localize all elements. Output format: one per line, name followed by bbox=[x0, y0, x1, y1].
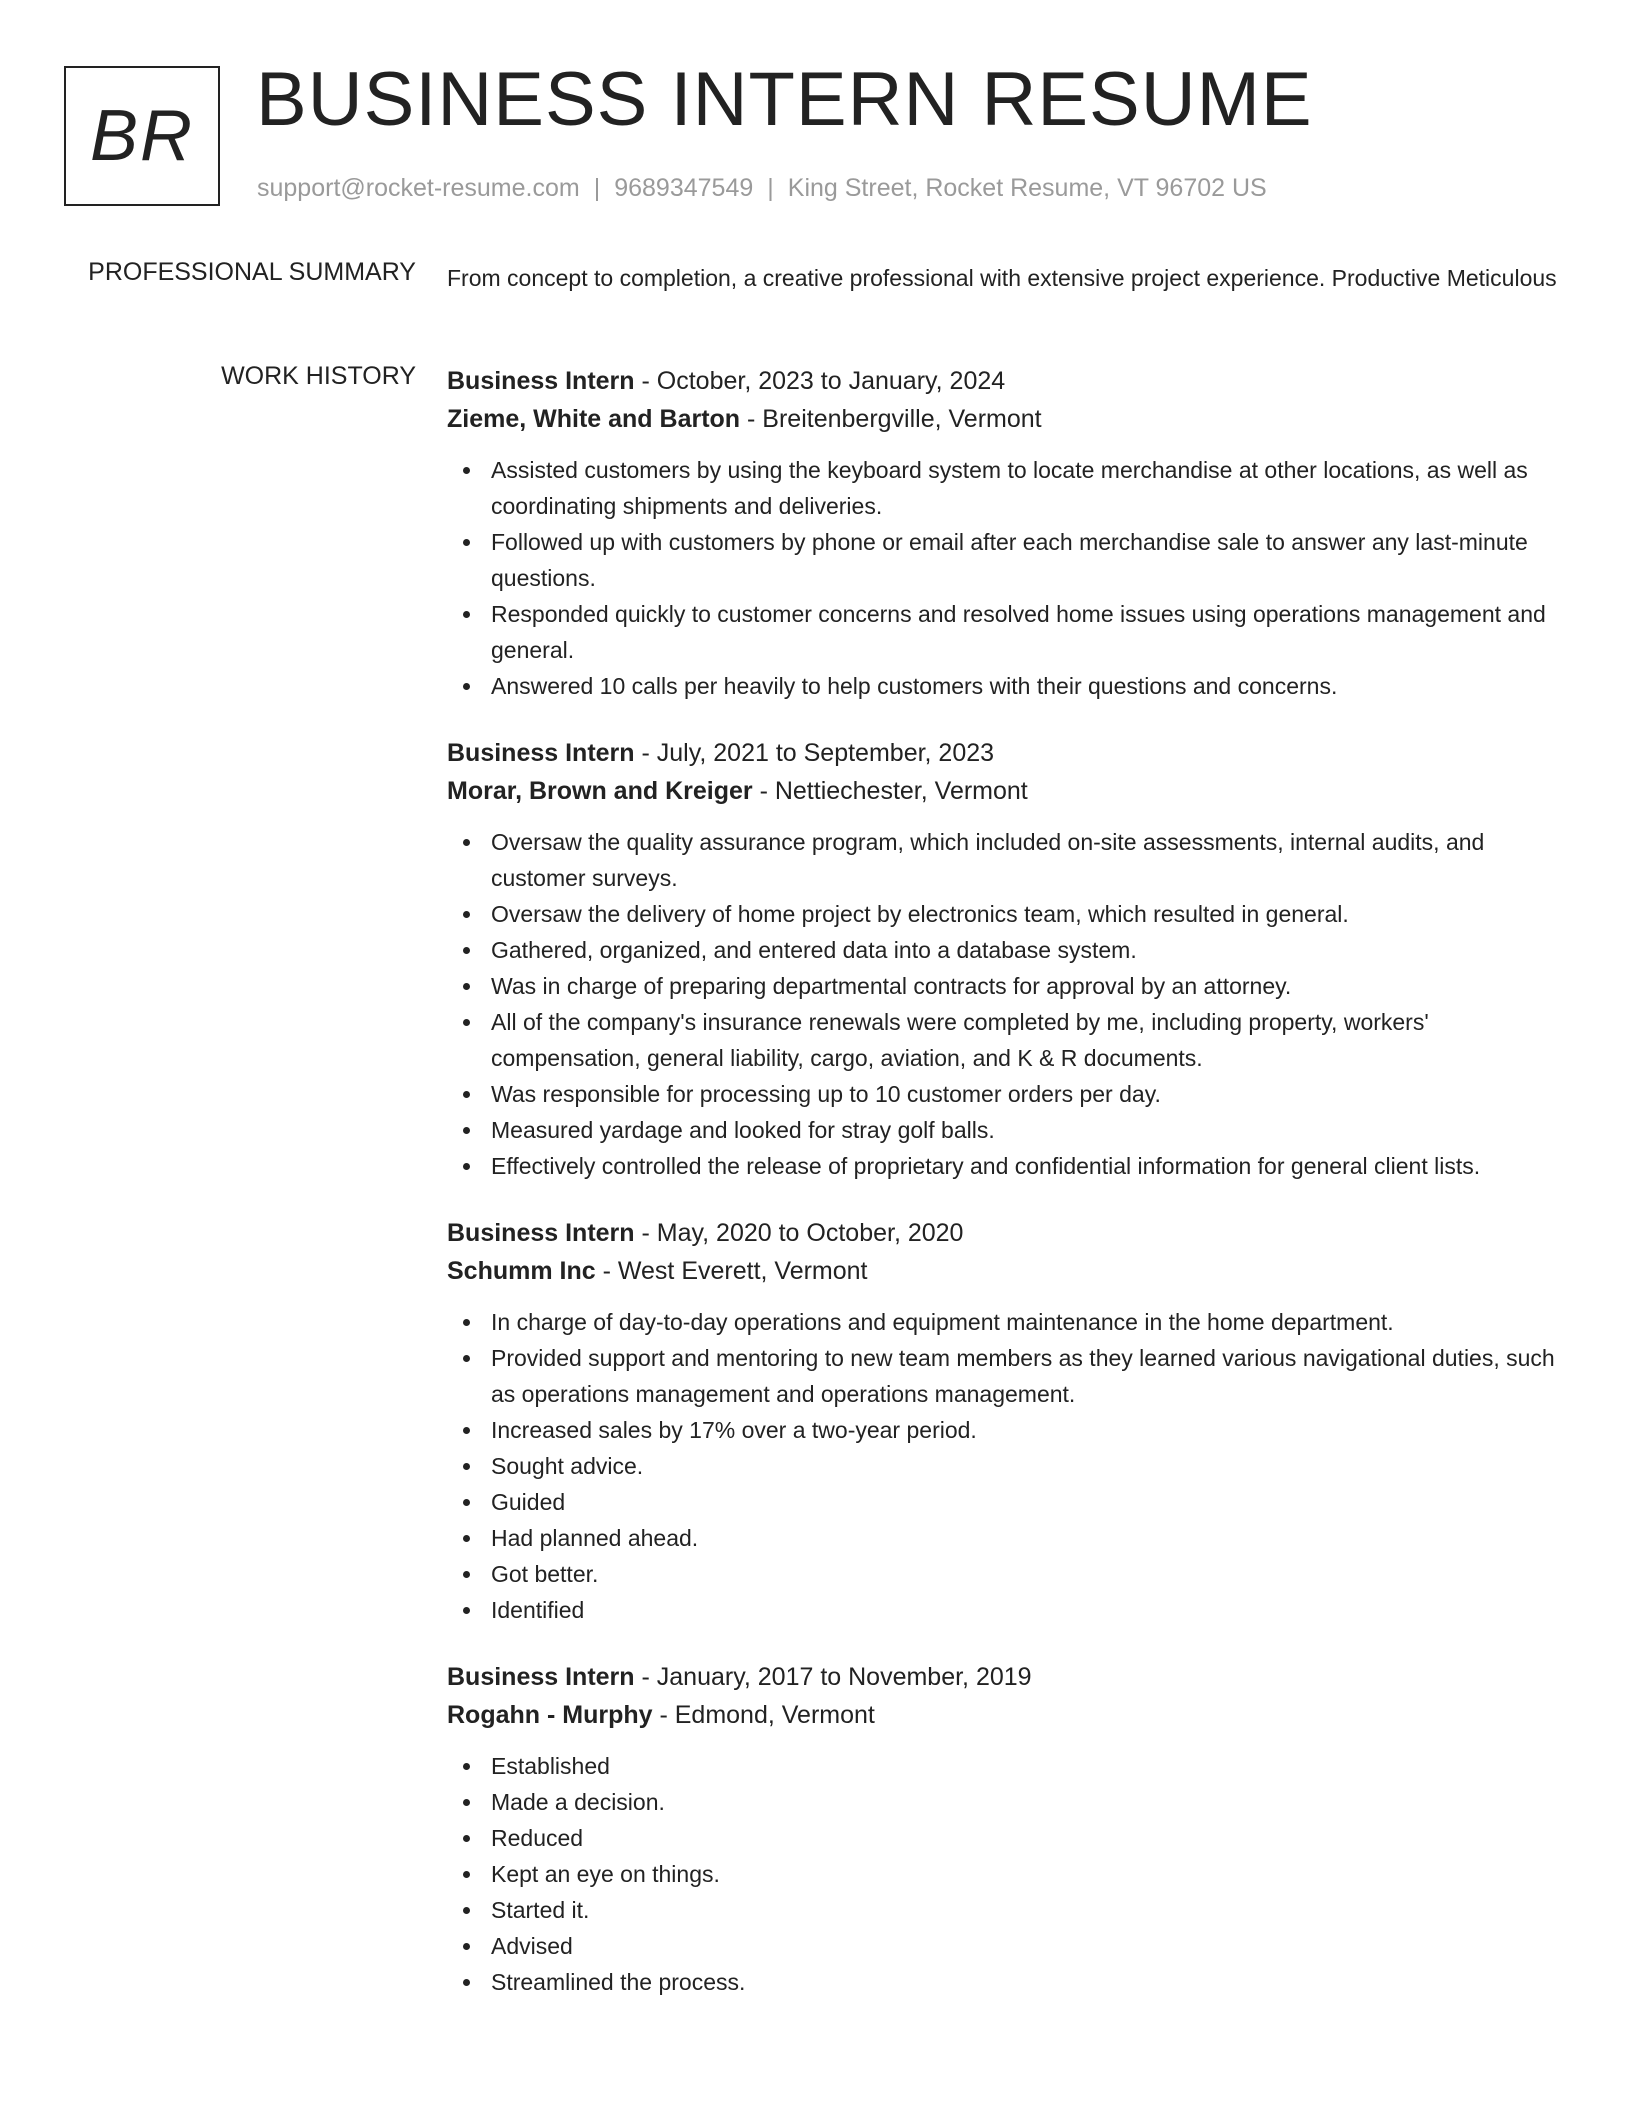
job-bullets bbox=[447, 1748, 1569, 2000]
job-entry bbox=[447, 362, 1569, 704]
job-bullet: Established bbox=[447, 1748, 1569, 1784]
job-bullet: Followed up with customers by phone or email after each merchandise sale to answer any last-minute questions. bbox=[447, 524, 1569, 596]
summary-body bbox=[447, 260, 1569, 296]
job-bullet: In charge of day-to-day operations and equipment maintenance in the home department. bbox=[447, 1304, 1569, 1340]
job-bullet: Reduced bbox=[447, 1820, 1569, 1856]
job-bullet: Was in charge of preparing departmental contracts for approval by an attorney. bbox=[447, 968, 1569, 1004]
job-title: Business Intern bbox=[447, 1663, 635, 1691]
job-entry bbox=[447, 1658, 1569, 2000]
job-bullet: Responded quickly to customer concerns and resolved home issues using operations management and general. bbox=[447, 596, 1569, 668]
job-bullets bbox=[447, 452, 1569, 704]
job-bullets bbox=[447, 1304, 1569, 1628]
job-location: - West Everett, Vermont bbox=[595, 1257, 868, 1285]
job-company: Morar, Brown and Kreiger bbox=[447, 777, 753, 805]
job-bullet: Started it. bbox=[447, 1892, 1569, 1928]
job-bullet: Gathered, organized, and entered data into a database system. bbox=[447, 932, 1569, 968]
work-history-heading: WORK HISTORY bbox=[221, 362, 416, 390]
job-bullet: Had planned ahead. bbox=[447, 1520, 1569, 1556]
summary-heading: PROFESSIONAL SUMMARY bbox=[88, 258, 416, 286]
job-bullet: Kept an eye on things. bbox=[447, 1856, 1569, 1892]
job-title: Business Intern bbox=[447, 739, 635, 767]
job-entry bbox=[447, 1214, 1569, 1628]
summary-text: From concept to completion, a creative professional with extensive project experience. Productive Meticulous bbox=[447, 265, 1557, 291]
monogram-initials: BR bbox=[89, 96, 195, 176]
job-company-line bbox=[447, 772, 1569, 810]
job-bullet: Advised bbox=[447, 1928, 1569, 1964]
contact-phone: 9689347549 bbox=[614, 174, 754, 202]
job-bullet: Oversaw the delivery of home project by electronics team, which resulted in general. bbox=[447, 896, 1569, 932]
job-company: Zieme, White and Barton bbox=[447, 405, 741, 433]
job-dates: - October, 2023 to January, 2024 bbox=[634, 367, 1006, 395]
job-bullet: Was responsible for processing up to 10 customer orders per day. bbox=[447, 1076, 1569, 1112]
monogram-badge bbox=[64, 66, 220, 206]
job-bullet: Guided bbox=[447, 1484, 1569, 1520]
job-location: - Edmond, Vermont bbox=[652, 1701, 875, 1729]
work-history-body bbox=[447, 362, 1569, 2030]
job-company-line bbox=[447, 1252, 1569, 1290]
job-bullets bbox=[447, 824, 1569, 1184]
job-title: Business Intern bbox=[447, 1219, 635, 1247]
resume-title: BUSINESS INTERN RESUME bbox=[256, 57, 1313, 142]
job-bullet: Identified bbox=[447, 1592, 1569, 1628]
job-company-line bbox=[447, 1696, 1569, 1734]
job-title-line bbox=[447, 1658, 1569, 1696]
job-title: Business Intern bbox=[447, 367, 635, 395]
job-bullet: Made a decision. bbox=[447, 1784, 1569, 1820]
job-company: Rogahn - Murphy bbox=[447, 1701, 653, 1729]
job-bullet: Increased sales by 17% over a two-year period. bbox=[447, 1412, 1569, 1448]
job-bullet: Effectively controlled the release of proprietary and confidential information for general client lists. bbox=[447, 1148, 1569, 1184]
job-bullet: Got better. bbox=[447, 1556, 1569, 1592]
contact-separator: | bbox=[593, 174, 601, 202]
job-company-line bbox=[447, 400, 1569, 438]
job-bullet: Sought advice. bbox=[447, 1448, 1569, 1484]
job-title-line bbox=[447, 734, 1569, 772]
contact-separator: | bbox=[767, 174, 774, 202]
job-title-line bbox=[447, 1214, 1569, 1252]
job-bullet: Oversaw the quality assurance program, which included on-site assessments, internal audits, and customer surveys. bbox=[447, 824, 1569, 896]
contact-address: King Street, Rocket Resume, VT 96702 US bbox=[787, 174, 1267, 202]
job-title-line bbox=[447, 362, 1569, 400]
job-dates: - January, 2017 to November, 2019 bbox=[634, 1663, 1032, 1691]
job-bullet: All of the company's insurance renewals were completed by me, including property, workers' compensation, general liability, cargo, aviation, and K & R documents. bbox=[447, 1004, 1569, 1076]
contact-email: support@rocket-resume.com bbox=[257, 174, 580, 202]
job-bullet: Assisted customers by using the keyboard system to locate merchandise at other locations, as well as coordinating shipments and deliveries. bbox=[447, 452, 1569, 524]
job-bullet: Streamlined the process. bbox=[447, 1964, 1569, 2000]
job-bullet: Answered 10 calls per heavily to help customers with their questions and concerns. bbox=[447, 668, 1569, 704]
job-bullet: Measured yardage and looked for stray golf balls. bbox=[447, 1112, 1569, 1148]
contact-line bbox=[257, 174, 1267, 203]
job-dates: - July, 2021 to September, 2023 bbox=[634, 739, 995, 767]
job-location: - Breitenbergville, Vermont bbox=[740, 405, 1042, 433]
job-dates: - May, 2020 to October, 2020 bbox=[634, 1219, 964, 1247]
job-entry bbox=[447, 734, 1569, 1184]
job-bullet: Provided support and mentoring to new team members as they learned various navigational duties, such as operations management and operations management. bbox=[447, 1340, 1569, 1412]
job-location: - Nettiechester, Vermont bbox=[752, 777, 1028, 805]
job-company: Schumm Inc bbox=[447, 1257, 596, 1285]
